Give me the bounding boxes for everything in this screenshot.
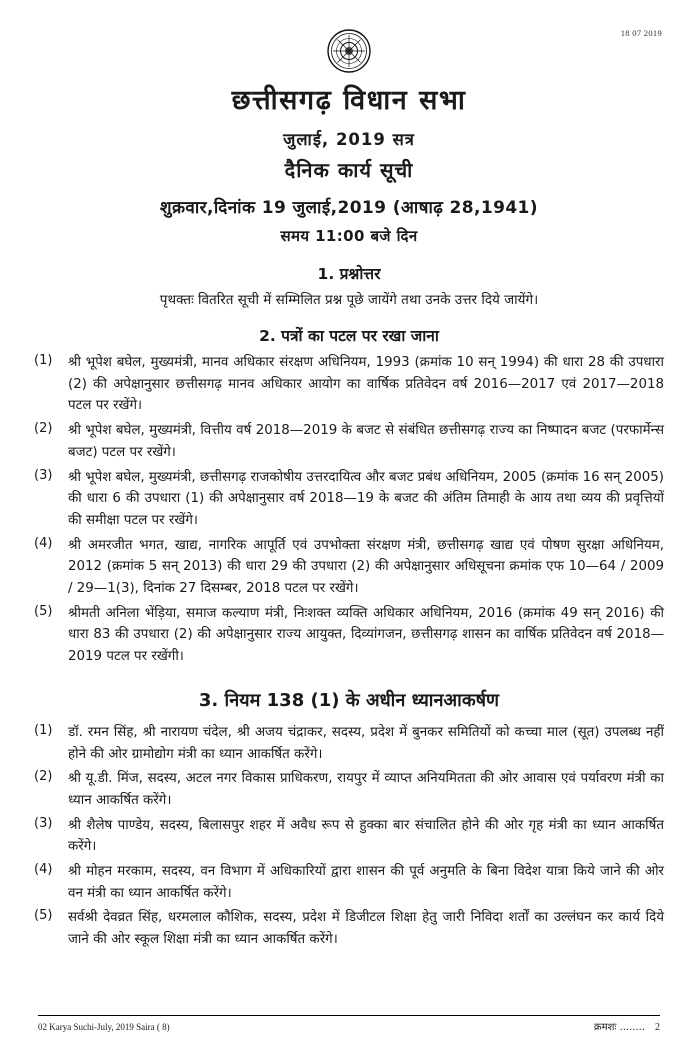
document-type: दैनिक कार्य सूची — [284, 158, 414, 182]
list-item — [34, 603, 664, 668]
page-title: छत्तीसगढ़ विधान सभा — [231, 85, 467, 116]
list-item-number: (1) — [34, 722, 53, 738]
list-item — [34, 815, 664, 858]
list-item-text: सर्वश्री देवव्रत सिंह, धरमलाल कौशिक, सदस्य, प्रदेश में डिजीटल शिक्षा हेतु जारी निविदा शर्तों का उल्लंघन कर कार्य दिये जाने की ओर स्कूल शिक्षा मंत्री का ध्यान आकर्षित करेंगे। — [68, 910, 664, 948]
list-item-text: श्री अमरजीत भगत, खाद्य, नागरिक आपूर्ति एवं उपभोक्ता संरक्षण मंत्री, छत्तीसगढ़ खाद्य एवं पोषण सुरक्षा अधिनियम, 2012 (क्रमांक 5 सन् 2013) की धारा 29 की उपधारा (2) की अपेक्षानुसार अधिसूचना क्रमांक एफ 10—64 / 2009 / 29—1(3), दिनांक 27 दिसम्बर, 2018 पटल पर रखेंगे। — [68, 537, 664, 597]
corner-date: 18 07 2019 — [620, 28, 662, 38]
list-item — [34, 861, 664, 904]
list-item-number: (4) — [34, 862, 53, 878]
page-footer — [0, 1015, 698, 1033]
list-item-text: श्री यू.डी. मिंज, सदस्य, अटल नगर विकास प्राधिकरण, रायपुर में व्याप्त अनियमितता की ओर आवास एवं पर्यावरण मंत्री का ध्यान आकर्षित करेंगे। — [68, 771, 664, 808]
list-item-text: श्री भूपेश बघेल, मुख्यमंत्री, छत्तीसगढ़ राजकोषीय उत्तरदायित्व और बजट प्रबंध अधिनियम, 2005 (क्रमांक 16 सन् 2005) की धारा 6 की उपधारा (1) की अपेक्षानुसार वर्ष 2018—19 के बजट की अंतिम तिमाही के आय तथा व्यय की प्रवृत्तियों की समीक्षा पटल पर रखेंगे। — [68, 469, 664, 528]
list-item — [34, 352, 664, 417]
chhattisgarh-vidhan-sabha-emblem — [326, 28, 372, 74]
list-item-number: (3) — [34, 467, 53, 483]
list-item-number: (1) — [34, 353, 53, 368]
list-item-text: श्री भूपेश बघेल, मुख्यमंत्री, वित्तीय वर्ष 2018—2019 के बजट से संबंधित छत्तीसगढ़ राज्य का निष्पादन बजट (परफार्मेन्स बजट) पटल पर रखेंगे। — [68, 423, 664, 460]
list-item-text: श्री मोहन मरकाम, सदस्य, वन विभाग में अधिकारियों द्वारा शासन की पूर्व अनुमति के बिना विदेश यात्रा किये जाने की ओर वन मंत्री का ध्यान आकर्षित करेंगे। — [68, 864, 664, 901]
sitting-date: शुक्रवार,दिनांक 19 जुलाई,2019 (आषाढ़ 28,1941) — [160, 198, 538, 218]
section-heading-3: 3. नियम 138 (1) के अधीन ध्यानआकर्षण — [198, 689, 500, 711]
list-item-number: (4) — [34, 535, 53, 551]
list-item-number: (5) — [34, 603, 53, 619]
list-item — [34, 467, 664, 532]
section-3-list — [34, 722, 664, 951]
list-item — [34, 722, 664, 765]
list-item-number: (3) — [34, 815, 53, 831]
list-item — [34, 907, 664, 950]
list-item — [34, 420, 664, 463]
section-1-intro: पृथक्तः वितरित सूची में सम्मिलित प्रश्न पूछे जायेंगे तथा उनके उत्तर दिये जायेंगे। — [159, 292, 539, 308]
list-item-text: श्री शैलेष पाण्डेय, सदस्य, बिलासपुर शहर में अवैध रूप से हुक्का बार संचालित होने की ओर गृह मंत्री का ध्यान आकर्षित करेंगे। — [68, 817, 664, 855]
list-item-text: श्रीमती अनिला भेंड़िया, समाज कल्याण मंत्री, निःशक्त व्यक्ति अधिकार अधिनियम, 2016 (क्रमांक 49 सन् 2016) की धारा 83 की उपधारा (2) की अपेक्षानुसार राज्य आयुक्त, दिव्यांगजन, छत्तीसगढ़ शासन का वार्षिक प्रतिवेदन वर्ष 2018—2019 पटल पर रखेंगी। — [68, 605, 664, 665]
list-item-number: (5) — [34, 908, 53, 924]
session-line: जुलाई, 2019 सत्र — [283, 130, 415, 149]
list-item-number: (2) — [34, 769, 53, 785]
section-heading-1: 1. प्रश्नोत्तर — [317, 265, 381, 283]
footer-continued-label: क्रमशः ........ — [593, 1022, 645, 1033]
section-heading-2: 2. पत्रों का पटल पर रखा जाना — [259, 327, 439, 345]
footer-row — [38, 1019, 660, 1033]
list-item — [34, 768, 664, 811]
list-item-text: डॉ. रमन सिंह, श्री नारायण चंदेल, श्री अजय चंद्राकर, सदस्य, प्रदेश में बुनकर समितियों को कच्चा माल (सूत) उपलब्ध नहीं होने की ओर ग्रामोद्योग मंत्री का ध्यान आकर्षित करेंगे। — [68, 724, 664, 762]
list-item-text: श्री भूपेश बघेल, मुख्यमंत्री, मानव अधिकार संरक्षण अधिनियम, 1993 (क्रमांक 10 सन् 1994) की धारा 28 की उपधारा (2) की अपेक्षानुसार छत्तीसगढ़ मानव अधिकार आयोग का वार्षिक प्रतिवेदन वर्ष 2016—2017 एवं 2017—2018 पटल पर रखेंगे। — [68, 355, 664, 414]
section-2-list — [34, 352, 664, 668]
list-item — [34, 535, 664, 600]
footer-divider — [38, 1015, 660, 1016]
footer-file-reference: 02 Karya Suchi-July, 2019 Saira ( 8) — [38, 1022, 170, 1032]
list-item-number: (2) — [34, 421, 53, 437]
page-number: 2 — [655, 1022, 660, 1033]
sitting-time: समय 11:00 बजे दिन — [280, 227, 418, 245]
